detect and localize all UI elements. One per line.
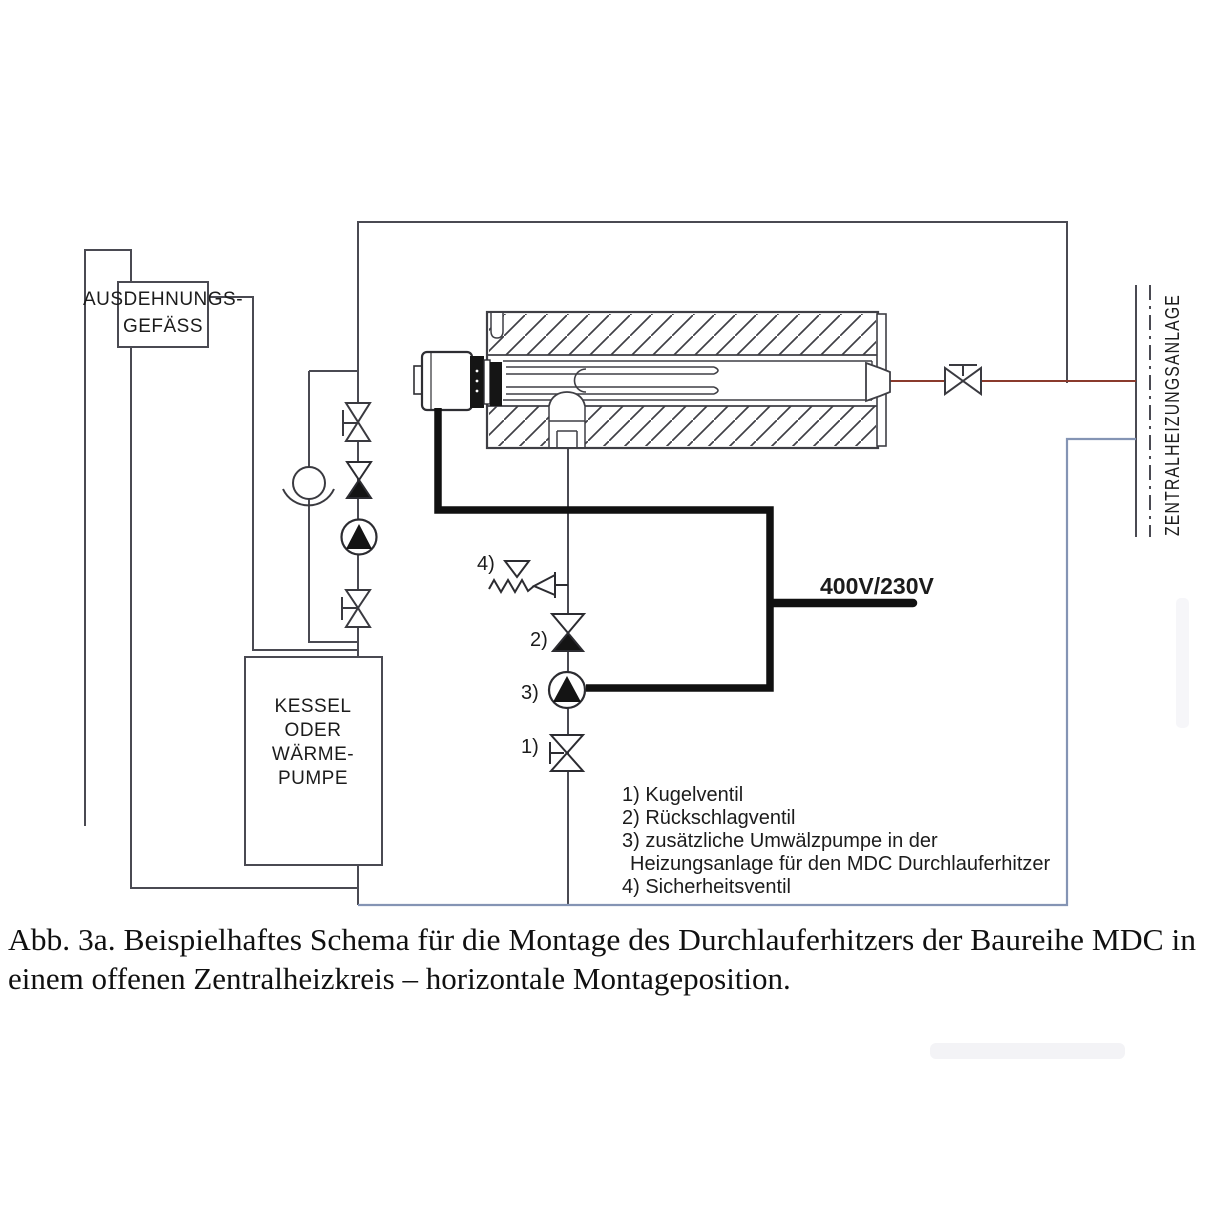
head-flange-plug	[490, 362, 502, 406]
head-screw	[476, 380, 479, 383]
boiler-label-line1: KESSEL	[274, 696, 352, 717]
power-cable-group	[438, 408, 913, 688]
valve-body	[551, 735, 583, 753]
legend-item-2: 2) Rückschlagventil	[622, 807, 796, 829]
valve-body	[346, 422, 370, 441]
valve-body-right	[963, 368, 981, 394]
port-channel	[549, 405, 585, 447]
valve-body-left	[945, 368, 963, 394]
pipe-vessel-to-boiler	[208, 297, 358, 650]
safety-valve-connector	[555, 572, 568, 598]
valve-body	[346, 590, 370, 608]
ball-valve-top	[343, 403, 370, 441]
callout-4: 4)	[477, 553, 495, 575]
safety-valve-body	[534, 575, 555, 595]
valve-body	[551, 753, 583, 771]
caption-line1: Abb. 3a. Beispielhaftes Schema für die Montage des Durchlauferhitzers der Baureihe MDC in	[8, 922, 1197, 957]
safety-valve-cap	[505, 561, 529, 577]
heater-electrical-head	[414, 352, 502, 410]
heater-insulation-top	[489, 314, 876, 355]
valve-body	[346, 403, 370, 422]
legend-item-3a: 3) zusätzliche Umwälzpumpe in der	[622, 830, 938, 852]
valve-body	[346, 608, 370, 627]
temperature-sensor	[283, 467, 334, 505]
head-collar	[484, 360, 490, 404]
ball-valve-main	[550, 735, 583, 771]
boiler-riser-components	[283, 403, 377, 627]
power-label: 400V/230V	[820, 573, 934, 599]
legend-item-3b: Heizungsanlage für den MDC Durchlauferhitzer	[630, 853, 1051, 875]
boiler-label-line4: PUMPE	[277, 768, 349, 789]
heater-insulation-bottom	[489, 406, 876, 446]
ball-valve-bottom	[342, 590, 370, 627]
head-screw	[476, 370, 479, 373]
power-cable	[438, 408, 770, 688]
check-valve-disc	[347, 480, 371, 498]
check-valve-left	[347, 462, 371, 498]
flow-shutoff-valve	[945, 365, 981, 394]
safety-valve-spring	[489, 580, 534, 592]
heater-bottom-port	[549, 392, 585, 447]
check-valve-main	[552, 614, 584, 651]
caption-line2: einem offenen Zentralheizkreis – horizontale Montageposition.	[8, 961, 791, 996]
expansion-vessel-label-line1: AUSDEHNUNGS-	[82, 289, 244, 310]
boiler-label-line2: ODER	[284, 720, 342, 741]
boiler-pump	[342, 520, 377, 555]
callout-2: 2)	[530, 629, 548, 651]
check-valve-disc	[553, 633, 583, 651]
check-valve-seat	[552, 614, 584, 633]
head-cap	[422, 352, 472, 410]
check-valve-seat	[347, 462, 371, 480]
additional-pump	[549, 672, 585, 708]
legend	[622, 784, 1051, 898]
callout-1: 1)	[521, 736, 539, 758]
scan-smudge	[930, 1043, 1125, 1059]
head-screw	[476, 390, 479, 393]
mdc-heater	[414, 312, 890, 448]
central-heating-label: ZENTRALHEIZUNGSANLAGE	[1162, 228, 1184, 536]
boiler-label-line3: WÄRME-	[271, 744, 355, 765]
legend-item-4: 4) Sicherheitsventil	[622, 876, 791, 898]
callout-3: 3)	[521, 682, 539, 704]
heater-top-slot	[491, 313, 503, 338]
sensor-bulb	[293, 467, 325, 499]
expansion-vessel-label-line2: GEFÄSS	[122, 316, 204, 337]
legend-item-1: 1) Kugelventil	[622, 784, 744, 806]
scan-smudge	[1176, 598, 1189, 728]
safety-valve	[489, 561, 568, 598]
